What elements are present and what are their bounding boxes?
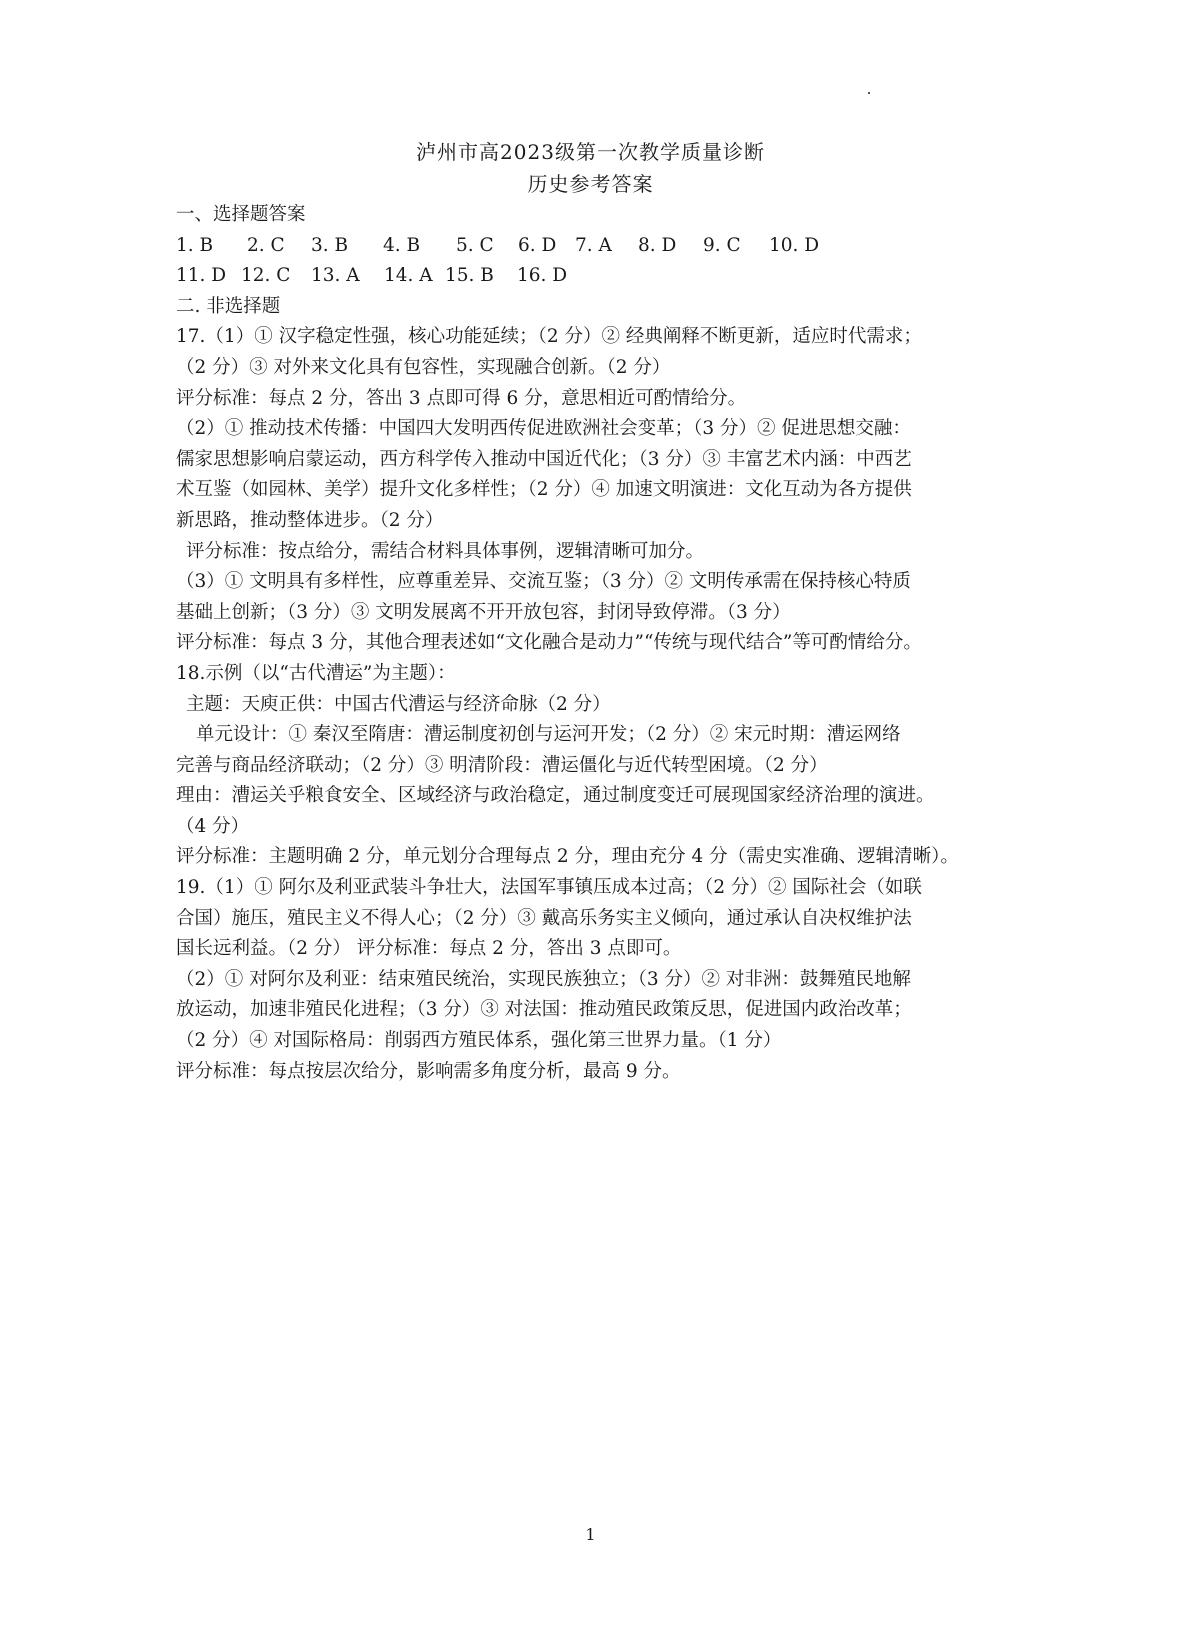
- answer-item: 9. C: [703, 234, 741, 256]
- text-line: 评分标准：每点 3 分，其他合理表述如“文化融合是动力”“传统与现代结合”等可酌情给分。: [176, 632, 922, 654]
- text-line: 评分标准：每点按层次给分，影响需多角度分析，最高 9 分。: [176, 1060, 681, 1082]
- answer-item: 11. D: [176, 265, 227, 287]
- text-line: 评分标准：按点给分，需结合材料具体事例，逻辑清晰可加分。: [186, 540, 705, 562]
- text-line: 评分标准：每点 2 分，答出 3 点即可得 6 分，意思相近可酌情给分。: [176, 387, 747, 409]
- text-line: 术互鉴（如园林、美学）提升文化多样性；（2 分）④ 加速文明演进：文化互动为各方提供: [176, 479, 912, 501]
- answer-item: 15. B: [445, 265, 494, 287]
- answer-item: 12. C: [241, 265, 291, 287]
- answer-item: 3. B: [311, 234, 349, 256]
- text-line: 儒家思想影响启蒙运动，西方科学传入推动中国近代化；（3 分）③ 丰富艺术内涵：中西艺: [176, 448, 912, 470]
- answer-item: 6. D: [518, 234, 557, 256]
- text-line: 17.（1）① 汉字稳定性强，核心功能延续；（2 分）② 经典阐释不断更新，适应时代需求；: [176, 326, 922, 348]
- answers-row-1: [176, 231, 996, 262]
- answer-content: [176, 200, 996, 1087]
- text-line: 放运动，加速非殖民化进程；（3 分）③ 对法国：推动殖民政策反思，促进国内政治改革；: [176, 999, 912, 1021]
- page-title: 泸州市高2023级第一次教学质量诊断: [416, 140, 765, 164]
- text-line: 理由：漕运关乎粮食安全、区域经济与政治稳定，通过制度变迁可展现国家经济治理的演进。: [176, 785, 935, 807]
- text-line: 完善与商品经济联动；（2 分）③ 明清阶段：漕运僵化与近代转型困境。（2 分）: [176, 754, 828, 776]
- text-line: 国长远利益。（2 分） 评分标准：每点 2 分，答出 3 点即可。: [176, 938, 682, 960]
- answer-item: 14. A: [384, 265, 433, 287]
- text-line: （3）① 文明具有多样性，应尊重差异、交流互鉴；（3 分）② 文明传承需在保持核心特质: [176, 571, 911, 593]
- text-line: 合国）施压，殖民主义不得人心；（2 分）③ 戴高乐务实主义倾向，通过承认自决权维护法: [176, 907, 912, 929]
- answer-item: 7. A: [575, 234, 612, 256]
- text-line: 评分标准：主题明确 2 分，单元划分合理每点 2 分，理由充分 4 分（需史实准确、逻辑清晰）。: [176, 846, 959, 868]
- answer-item: 5. C: [456, 234, 494, 256]
- page-number: 1: [585, 1525, 596, 1544]
- answers-row-2: [176, 261, 996, 292]
- nonchoice-heading: 二. 非选择题: [176, 295, 281, 317]
- text-line: 新思路，推动整体进步。（2 分）: [176, 509, 444, 531]
- answer-item: 16. D: [517, 265, 568, 287]
- text-line: 19.（1）① 阿尔及利亚武装斗争壮大，法国军事镇压成本过高；（2 分）② 国际社会（如联: [176, 877, 922, 899]
- answer-item: 8. D: [638, 234, 677, 256]
- text-line: 基础上创新；（3 分）③ 文明发展离不开开放包容，封闭导致停滞。（3 分）: [176, 601, 791, 623]
- answer-item: 2. C: [247, 234, 285, 256]
- answer-item: 13. A: [311, 265, 360, 287]
- text-line: （2）① 对阿尔及利亚：结束殖民统治，实现民族独立；（3 分）② 对非洲：鼓舞殖民地解: [176, 968, 911, 990]
- scan-speck: [868, 92, 870, 94]
- page-subtitle: 历史参考答案: [527, 172, 654, 196]
- text-line: （2 分）③ 对外来文化具有包容性，实现融合创新。（2 分）: [176, 356, 671, 378]
- text-line: 主题：天庾正供：中国古代漕运与经济命脉（2 分）: [186, 693, 611, 715]
- answer-item: 1. B: [176, 234, 214, 256]
- text-line: 单元设计：① 秦汉至隋唐：漕运制度初创与运河开发；（2 分）② 宋元时期：漕运网络: [196, 724, 901, 746]
- answer-item: 10. D: [769, 234, 820, 256]
- text-line: （4 分）: [176, 815, 250, 837]
- text-line: （2）① 推动技术传播：中国四大发明西传促进欧洲社会变革；（3 分）② 促进思想交融：: [176, 418, 911, 440]
- answer-item: 4. B: [383, 234, 421, 256]
- choice-heading: 一、选择题答案: [176, 204, 306, 225]
- text-line: 18.示例（以“古代漕运”为主题）：: [176, 662, 456, 684]
- text-line: （2 分）④ 对国际格局：削弱西方殖民体系，强化第三世界力量。（1 分）: [176, 1030, 782, 1052]
